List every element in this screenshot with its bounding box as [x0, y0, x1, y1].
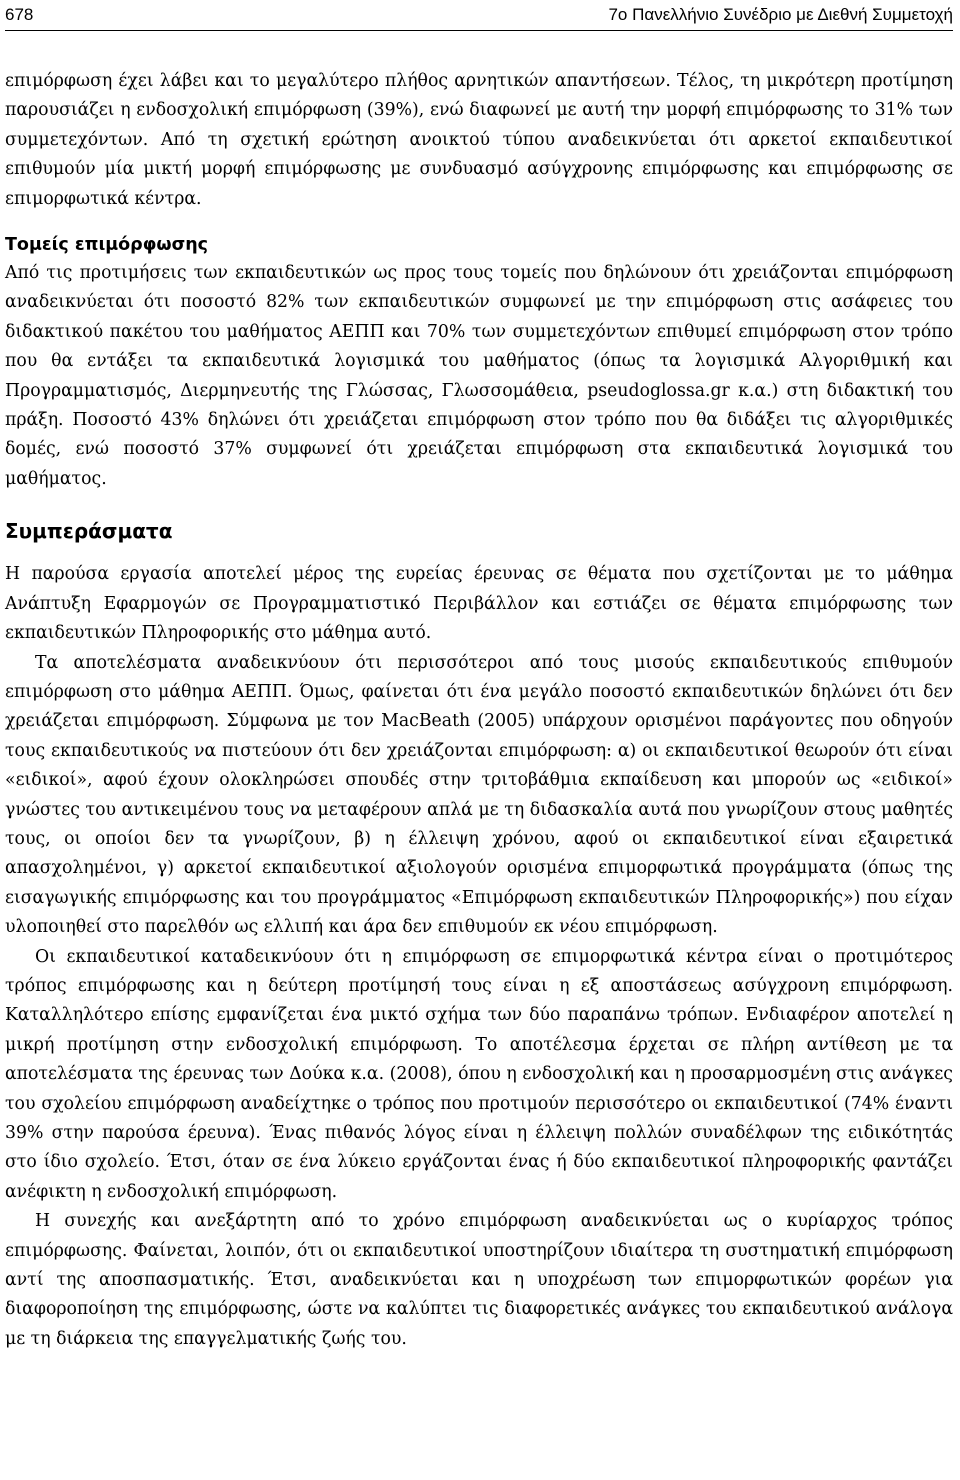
section-heading-sectors: Τομείς επιμόρφωσης: [5, 235, 209, 256]
paragraph: επιμόρφωση έχει λάβει και το μεγαλύτερο πλήθος αρνητικών απαντήσεων. Τέλος, τη μικρότερη προτίμηση παρουσιάζει η ενδοσχολική επιμόρφωση (39%), ενώ διαφωνεί με αυτή την μορφή επιμόρφωσης το 31% των συμμετεχόντων. Από τη σχετική ερώτηση ανοικτού τύπου αναδεικνύεται ότι αρκετοί εκπαιδευτικοί επιθυμούν μία μικτή μορφή επιμόρφωσης με συνδυασμό ασύγχρονης επιμόρφωσης και επιμόρφωσης σε επιμορφωτικά κέντρα.: [5, 71, 953, 209]
page-content: [5, 67, 953, 1354]
running-title: 7ο Πανελλήνιο Συνέδριο με Διεθνή Συμμετοχή: [608, 5, 953, 24]
page-number: 678: [5, 5, 34, 24]
paragraph: Τα αποτελέσματα αναδεικνύουν ότι περισσότεροι από τους μισούς εκπαιδευτικούς επιθυμούν επιμόρφωση στο μάθημα ΑΕΠΠ. Όμως, φαίνεται ότι ένα μεγάλο ποσοστό εκπαιδευτικών δηλώνει ότι δεν χρειάζεται επιμόρφωση. Σύμφωνα με τον MacBeath (2005) υπάρχουν ορισμένοι παράγοντες που οδηγούν τους εκπαιδευτικούς να πιστεύουν ότι δεν χρειάζονται επιμόρφωση: α) οι εκπαιδευτικοί θεωρούν ότι είναι «ειδικοί», αφού έχουν ολοκληρώσει σπουδές στην τριτοβάθμια εκπαίδευση και μπορούν ως «ειδικοί» γνώστες του αντικειμένου τους να μεταφέρουν απλά με τη διδασκαλία αυτά που γνωρίζουν στους μαθητές τους, οι οποίοι δεν τα γνωρίζουν, β) η έλλειψη χρόνου, αφού οι εκπαιδευτικοί είναι εξαιρετικά απασχολημένοι, γ) αρκετοί εκπαιδευτικοί αξιολογούν ορισμένα επιμορφωτικά προγράμματα (όπως της εισαγωγικής επιμόρφωσης και του προγράμματος «Επιμόρφωση εκπαιδευτικών Πληροφορικής») που είχαν υλοποιηθεί στο παρελθόν ως ελλιπή και άρα δεν επιθυμούν εκ νέου επιμόρφωση.: [5, 652, 953, 938]
paragraph: Η συνεχής και ανεξάρτητη από το χρόνο επιμόρφωση αναδεικνύεται ως ο κυρίαρχος τρόπος επιμόρφωσης. Φαίνεται, λοιπόν, ότι οι εκπαιδευτικοί υποστηρίζουν ιδιαίτερα τη συστηματική επιμόρφωση αντί της αποσπασματικής. Έτσι, αναδεικνύεται και η υποχρέωση των επιμορφωτικών φορέων για διαφοροποίηση της επιμόρφωσης, ώστε να καλύπτει τις διαφορετικές ανάγκες του εκπαιδευτικού ανάλογα με τη διάρκεια της επαγγελματικής ζωής του.: [5, 1211, 953, 1349]
section-heading-conclusions: Συμπεράσματα: [5, 519, 173, 544]
paragraph: Οι εκπαιδευτικοί καταδεικνύουν ότι η επιμόρφωση σε επιμορφωτικά κέντρα είναι ο προτιμότερος τρόπος επιμόρφωσης και η δεύτερη προτίμησή τους είναι η εξ αποστάσεως ασύγχρονη επιμόρφωση. Καταλληλότερο επίσης εμφανίζεται ένα μικτό σχήμα των δύο παραπάνω τρόπων. Ενδιαφέρον αποτελεί η μικρή προτίμηση στην ενδοσχολική επιμόρφωση. Το αποτέλεσμα έρχεται σε πλήρη αντίθεση με τα αποτελέσματα της έρευνας των Δούκα κ.α. (2008), όπου η ενδοσχολική και η προσαρμοσμένη στις ανάγκες του σχολείου επιμόρφωση αναδείχτηκε ο τρόπος που προτιμούν περισσότερο οι εκπαιδευτικοί (74% έναντι 39% στην παρούσα έρευνα). Ένας πιθανός λόγος είναι η έλλειψη πολλών συναδέλφων της ειδικότητάς στο ίδιο σχολείο. Έτσι, όταν σε ένα λύκειο εργάζονται ένας ή δύο εκπαιδευτικοί πληροφορικής φαντάζει ανέφικτη η ενδοσχολική επιμόρφωση.: [5, 946, 953, 1202]
paragraph: Από τις προτιμήσεις των εκπαιδευτικών ως προς τους τομείς που δηλώνουν ότι χρειάζονται επιμόρφωση αναδεικνύεται ότι ποσοστό 82% των εκπαιδευτικών συμφωνεί με την επιμόρφωση στις ασάφειες του διδακτικού πακέτου του μαθήματος ΑΕΠΠ και 70% των συμμετεχόντων επιθυμεί επιμόρφωση στον τρόπο που θα εντάξει τα εκπαιδευτικά λογισμικά του μαθήματος (όπως τα λογισμικά Αλγοριθμική και Προγραμματισμός, Διερμηνευτής της Γλώσσας, Γλωσσομάθεια, pseudoglossa.gr κ.α.) στη διδακτική του πράξη. Ποσοστό 43% δηλώνει ότι χρειάζεται επιμόρφωση στον τρόπο που θα διδάξει τις αλγοριθμικές δομές, ενώ ποσοστό 37% συμφωνεί ότι χρειάζεται επιμόρφωση στα εκπαιδευτικά λογισμικά του μαθήματος.: [5, 263, 953, 489]
page-header: [5, 0, 953, 31]
paragraph: Η παρούσα εργασία αποτελεί μέρος της ευρείας έρευνας σε θέματα που σχετίζονται με το μάθημα Ανάπτυξη Εφαρμογών σε Προγραμματιστικό Περιβάλλον και εστιάζει σε θέματα επιμόρφωσης των εκπαιδευτικών Πληροφορικής στο μάθημα αυτό.: [5, 564, 953, 644]
